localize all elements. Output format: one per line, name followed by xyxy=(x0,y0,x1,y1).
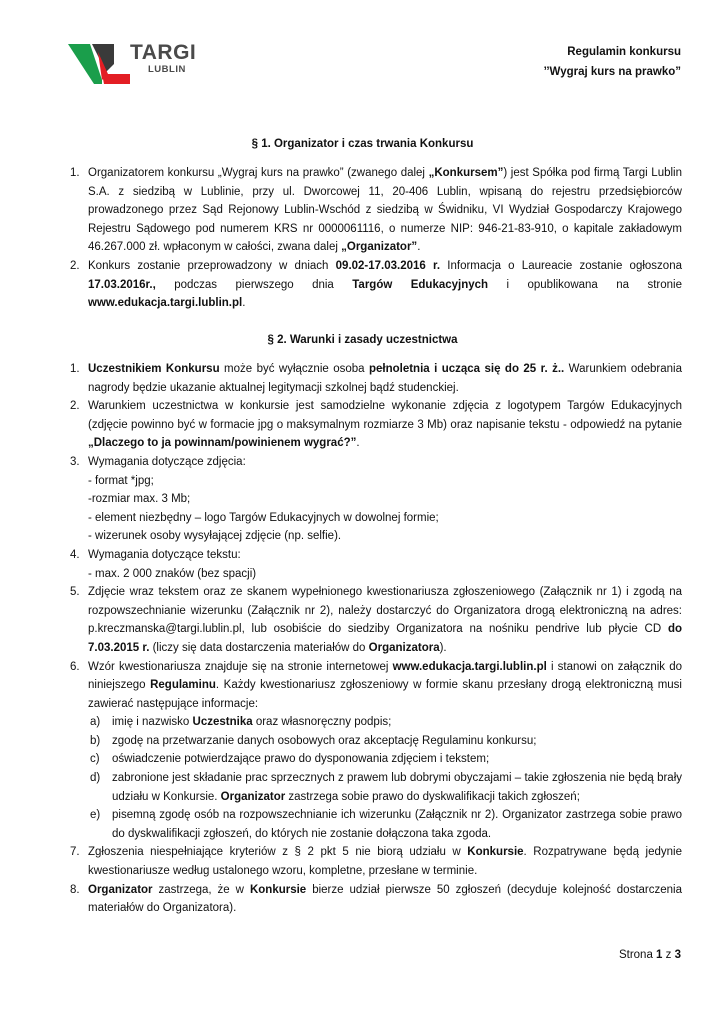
page-number-footer xyxy=(619,946,681,965)
logo-city-text: LUBLIN xyxy=(148,64,186,75)
header-line-1: Regulamin konkursu xyxy=(567,46,681,58)
text: ) jest Spółka pod firmą Targi Lublin S.A. z siedzibą w Lublinie, przy ul. Dworcowej 11, 20-406 Lublin, wpisaną do rejestru przedsiębiorców prowadzonego przez Sąd Rejonowy Lublin-Wschód z siedzibą w Świdniku, VI Wydział Gospodarczy Krajowego Rejestru Sądowego pod numerem KRS nr 0000061116, o numerze NIP: 946-21-83-910, o kapitale zakładowym 46.267.000 zł. wpłaconym w całości, zwana dalej xyxy=(88,167,682,254)
text: z xyxy=(662,949,675,961)
requirements-title: Wymagania dotyczące tekstu: xyxy=(88,548,241,561)
text: Informacja o Laureacie zostanie ogłoszona xyxy=(440,259,682,272)
section-1-item-2 xyxy=(70,257,682,313)
text: oświadczenie potwierdzające prawo do dysponowania zdjęciem i tekstem; xyxy=(112,753,490,766)
text: Warunkiem odebrania nagrody będzie ukazanie aktualnej legitymacji szkolnej bądź studenckiej. xyxy=(88,363,682,394)
document-header xyxy=(544,42,681,82)
text: zabronione jest składanie prac sprzecznych z prawem lub dobrymi obyczajami – takie zgłoszenia nie będą brały udziału w Konkursie. xyxy=(112,772,682,803)
item-number: 1. xyxy=(70,167,80,179)
bold-text: Organizator xyxy=(220,790,286,803)
item-number: 2. xyxy=(70,400,80,413)
bold-text: Targów Edukacyjnych xyxy=(352,278,489,291)
sub-letter: a) xyxy=(90,716,101,729)
item-number: 1. xyxy=(70,363,80,375)
text: oraz własnoręczny podpis; xyxy=(252,716,392,729)
bold-text: Konkursie xyxy=(249,883,307,896)
bold-text: Regulaminu xyxy=(150,679,216,692)
text: zastrzega sobie prawo do dyskwalifikacji takich zgłoszeń; xyxy=(285,790,580,803)
section-2-item-6-sub-d xyxy=(70,769,682,806)
bold-text: Organizator xyxy=(88,883,153,896)
text: i stanowi on załącznik do niniejszego xyxy=(88,660,682,692)
item-number: 2. xyxy=(70,259,80,272)
requirement-line: -rozmiar max. 3 Mb; xyxy=(88,493,191,506)
text: podczas pierwszego dnia xyxy=(155,278,353,291)
targi-lublin-logo xyxy=(68,40,198,84)
item-number: 7. xyxy=(70,846,80,859)
section-2-list xyxy=(70,360,682,918)
text: Warunkiem uczestnictwa w konkursie jest samodzielne wykonanie zdjęcia z logotypem Targów Edukacyjnych (zdjęcie powinno być w formacie jpg o maksymalnym rozmiarze 3 Mb) oraz napisanie tekstu - odpowiedź na pytanie xyxy=(88,400,682,431)
text: Konkurs zostanie przeprowadzony w dniach xyxy=(88,259,336,272)
section-2-item-2 xyxy=(70,397,682,453)
sub-letter: e) xyxy=(90,809,101,822)
requirement-line: - element niezbędny – logo Targów Edukacyjnych w dowolnej formie; xyxy=(88,511,439,524)
header-line-2: ’’Wygraj kurs na prawko” xyxy=(543,66,681,78)
text: (liczy się data dostarczenia materiałów do xyxy=(149,641,369,654)
section-2-item-6-sub-b xyxy=(70,732,682,751)
website-link-text: www.edukacja.targi.lublin.pl xyxy=(392,660,547,673)
section-2-item-4 xyxy=(70,546,682,583)
logo-brand-text: TARGI xyxy=(130,41,197,64)
section-1-list xyxy=(70,164,682,313)
sub-letter: b) xyxy=(90,734,101,747)
text: zgodę na przetwarzanie danych osobowych oraz akceptację Regulaminu konkursu; xyxy=(112,734,537,747)
requirement-line: - wizerunek osoby wysyłającej zdjęcie (np. selfie). xyxy=(88,530,342,543)
sub-letter: d) xyxy=(90,772,101,785)
requirements-title: Wymagania dotyczące zdjęcia: xyxy=(88,455,246,468)
section-2-item-8 xyxy=(70,881,682,918)
section-2-item-5 xyxy=(70,583,682,657)
bold-text: Konkursie xyxy=(467,846,524,859)
bold-text: „Dlaczego to ja powinnam/powinienem wygrać?” xyxy=(88,437,357,450)
text: i opublikowana na stronie xyxy=(488,278,682,291)
section-1-item-1 xyxy=(70,164,682,257)
text: . xyxy=(242,297,246,310)
section-1-title: § 1. Organizator i czas trwania Konkursu xyxy=(251,138,474,150)
text: imię i nazwisko xyxy=(112,716,193,729)
text: ). xyxy=(439,641,447,654)
item-number: 4. xyxy=(70,548,80,561)
text: bierze udział pierwsze 50 zgłoszeń (decyduje kolejność dostarczenia materiałów do Organizatora). xyxy=(88,883,682,915)
section-2-item-7 xyxy=(70,843,682,880)
text: Organizatorem konkursu „Wygraj kurs na prawko” (zwanego dalej xyxy=(88,167,429,179)
bold-text: do 7.03.2015 r. xyxy=(88,623,682,654)
text: Wzór kwestionariusza znajduje się na stronie internetowej xyxy=(88,660,393,673)
sub-letter: c) xyxy=(90,753,100,766)
bold-text: „Konkursem” xyxy=(428,167,504,179)
bold-text: Uczestnikiem Konkursu xyxy=(88,363,220,375)
text: . xyxy=(417,241,421,254)
text: . Każdy kwestionariusz zgłoszeniowy w formie skanu przesłany drogą elektroniczną musi zawierać następujące informacje: xyxy=(88,679,682,710)
item-number: 5. xyxy=(70,586,80,599)
bold-text: Uczestnika xyxy=(192,716,253,729)
website-link-text: www.edukacja.targi.lublin.pl xyxy=(88,297,243,310)
bold-text: 17.03.2016r., xyxy=(88,278,156,291)
total-page-count: 3 xyxy=(674,949,681,961)
bold-text: Organizatora xyxy=(368,641,440,654)
section-2-item-6 xyxy=(70,658,682,714)
requirement-line: - max. 2 000 znaków (bez spacji) xyxy=(88,567,257,580)
requirement-line: - format *jpg; xyxy=(88,474,154,487)
section-2-item-3 xyxy=(70,453,682,546)
section-2-item-6-sub-a xyxy=(70,713,682,732)
bold-text: pełnoletnia i ucząca się do 25 r. ż.. xyxy=(368,363,565,375)
text: Strona xyxy=(618,949,657,961)
item-number: 8. xyxy=(70,883,80,896)
section-2-title: § 2. Warunki i zasady uczestnictwa xyxy=(267,334,458,346)
section-2-item-6-sub-e xyxy=(70,806,682,843)
text: Zdjęcie wraz tekstem oraz ze skanem wypełnionego kwestionariusza zgłoszeniowego (Załącznik nr 1) i zgodą na rozpowszechnianie wizerunku (Załącznik nr 2), należy dostarczyć do Organizatora drogą elektroniczną na adres: p.kreczmanska@targi.lublin.pl, lub osobiście do siedziby Organizatora na nośniku pendrive lub płycie CD xyxy=(88,586,682,636)
section-2-item-6-sub-c xyxy=(70,750,682,769)
text: może być wyłącznie osoba xyxy=(219,363,369,375)
text: zastrzega, że w xyxy=(152,883,250,896)
text: . xyxy=(356,437,360,450)
bold-text: „Organizator” xyxy=(341,241,418,254)
item-number: 6. xyxy=(70,660,80,673)
section-2-item-1 xyxy=(70,360,682,397)
text: pisemną zgodę osób na rozpowszechnianie ich wizerunku (Załącznik nr 2). Organizator zastrzega sobie prawo do dyskwalifikacji zgłoszeń, do których nie zostanie dołączona taka zgoda. xyxy=(112,809,682,840)
text: . Rozpatrywane będą jedynie kwestionariusze według ustalonego wzoru, kompletne, przesłane w terminie. xyxy=(88,846,682,878)
item-number: 3. xyxy=(70,455,80,468)
logo-mark-icon xyxy=(68,40,130,84)
text: Zgłoszenia niespełniające kryteriów z § 2 pkt 5 nie biorą udziału w xyxy=(88,846,468,859)
current-page-number: 1 xyxy=(656,949,663,961)
bold-text: 09.02-17.03.2016 r. xyxy=(335,259,441,272)
